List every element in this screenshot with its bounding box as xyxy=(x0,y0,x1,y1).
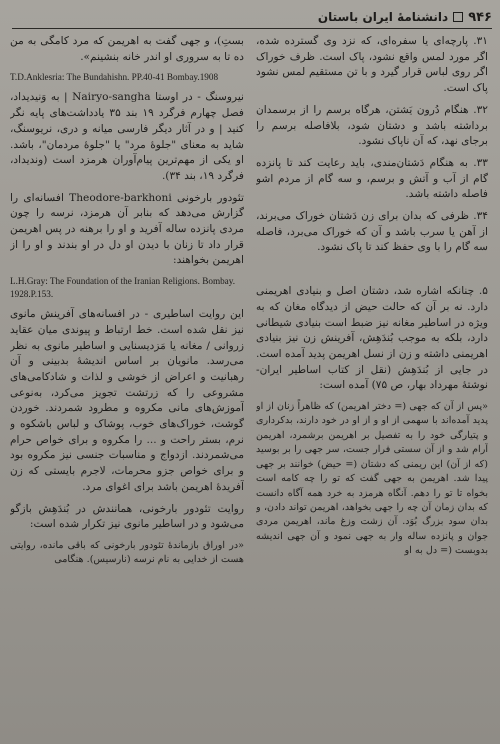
running-title: دانشنامهٔ ایران باستان xyxy=(317,10,449,24)
reference-citation: T.D.Anklesria: The Bundahishn. PP.40-41 Bombay.1908 xyxy=(10,72,219,83)
right-column xyxy=(256,34,488,738)
quotation: «در اوراق بازماندهٔ تئودور بارخونی که باقی مانده، روایتی هست از خدایی به نام نرسه (نارسیس). هنگامی xyxy=(10,539,244,566)
paragraph: نیروسنگ - در اوستا Nairyo-sangha | به وَنیدیداد، فصل چهارم فرگرد ۱۹ بند ۳۵ یادداشت‌های پایه نگر کنید | و در آثار دیگر فارسی میانه و دری، نریوسنگ، شاید به معنای "جلوهٔ مرد" یا "جلوهٔ مردمان"، باشد. او یکی از مهم‌ترین پیام‌آوران هرمزد است (وندیداد، فرگرد ۱۹، بند ۳۴). xyxy=(10,91,244,182)
section-paragraph: ۵. چنانکه اشاره شد، دشتان اصل و بنیادی اهریمنی دارد. نه بر آن که حالت حیض از دیدگاه مغان که به ویژه در اساطیر مغانه نیز ضبط است بنیادی شیطانی دارد، بلکه به موجب بُندَهِش، آفرینش زن نیز بنیادی اهریمنی داشته و زن از نسل اهریمن پدید آمده است. در جایی از بُندَهِش (نقل از کتاب اساطیر ایران- نوشتهٔ مهرداد بهار، ص ۷۵) آمده است: xyxy=(256,285,488,392)
paragraph: تئودور بارخونی Theodore-barkhoni افسانه‌ای را گزارش می‌دهد که بنابر آن هرمزد، نرسه را چون مردی پانزده ساله آفرید و او را برهنه در پس اهریمن قرار داد تا زنان با دیدن او دل در او بندند و او را از اهریمن بخواهند: xyxy=(10,191,244,267)
page-header xyxy=(12,6,492,29)
paragraph: ۳۴. ظرفی که بدان برای زن دَشتان خوراک می‌برند، از آهن یا سرب باشد و آن که خوراک می‌برد، فاصله سه گام را با وی حفظ کند تا پاک نشود. xyxy=(256,210,488,254)
square-bullet-icon xyxy=(453,12,463,22)
header-title-group xyxy=(318,10,492,25)
paragraph: ۳۲. هنگام دُرون یَشتن، هرگاه برسم را از برسمدان برداشته باشد و دشتان شود، بلافاصله برسم را برجای نهد، که آن ناپاک نشود. xyxy=(256,103,488,148)
paragraph: این روایت اساطیری - در افسانه‌های آفرینش مانوی نیز نقل شده است. خط ارتباط و پیوندی میان عقاید زروانی / مغانه یا مَزدیسنایی و اساطیر مانوی به نظر می‌رسد. مانویان بر اساس اندیشهٔ بدبینی و آن رهبانیت و اعراض از خوشی و لذات و شادکامی‌های مشروعی را که زرتشت تجویز می‌کرد، به‌نوعی آموزش‌های مانی مکروه و مطرود شمردند. خوردن گوشت، خوراک‌های خوب، پوشاک و لباس باشکوه و نرم، بستر راحت و ... را مکروه و برای خواص حرام می‌شمردند. ازدواج و مناسبات جنسی نیز مکروه بود و برای خواص جزو محرمات، لاجرم بایستی که زن آفریدهٔ اهریمن باشد برای اغوای مرد. xyxy=(10,308,244,493)
spacer xyxy=(256,262,488,276)
page-number: ۹۴۶ xyxy=(468,9,492,25)
paragraph: بستِ)، و جهی گفت به اهریمن که مرد کامگی به من ده تا به سروری او اندر خانه بنشینم». xyxy=(10,35,244,63)
paragraph: ۳۱. پارچه‌ای یا سفره‌ای، که نزد وی گسترده شده، اگر مورد لمس واقع نشود، پاک است. ظرف خوراک اگر روی لباس قرار گیرد و با تن مستقیم لمس نشود پاک است. xyxy=(256,35,488,95)
quotation: «پس از آن که جهی (= دختر اهریمن) که ظاهراً زنان از او پدید آمده‌اند با سهمی از او و از او در خود دارند، بدکرداری و پتیارگی خود را به تفصیل بر اهریمن برشمرد، اهریمن آرام شد و از آن سستی فرار جست، سر جهی را بر بوسید (که از آن) این ریمنی که دشتان (= حیض) خوانند بر جهی پیدا شد. اهریمن به جهی گفت که تو را چه کامه است بخواه تا تو را دهم. آنگاه هرمزد به خرد همه آگاه دانست که بدان زمان آن چه را جهی بخواهد، اهریمن تواند دادن، و بدان سود بزرگ بُوَد. آن زشت وزغ ماند، اهریمن مردی جوان و پانزده ساله وار به جهی نمود و آن جهی اندیشه بدوبست (= دل به او xyxy=(256,401,488,557)
left-column xyxy=(10,34,244,738)
paragraph: روایت تئودور بارخونی، همانندش در بُندَهِش بازگو می‌شود و در اساطیر مانوی نیز تکرار شده است: xyxy=(10,502,244,531)
paragraph: ۳۳. به هنگام دَشتان‌مندی، باید رعایت کند تا پانزده گام از آب و آتش و برسم، و سه گام از مردم اشو فاصله داشته باشد. xyxy=(256,156,488,201)
reference-citation: L.H.Gray: The Foundation of the Iranian Religions. Bombay. 1928.P.153. xyxy=(10,276,236,300)
